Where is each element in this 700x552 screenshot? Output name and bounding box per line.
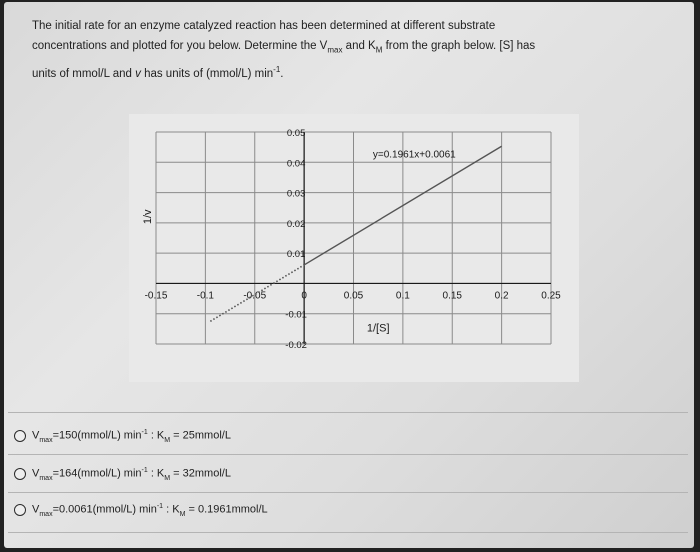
x-tick-label: 0.05 — [343, 290, 364, 302]
answer-option-3[interactable] — [14, 499, 268, 521]
x-tick-label: 0.25 — [541, 290, 561, 302]
answer-option-1[interactable] — [14, 425, 231, 447]
question-sheet — [4, 2, 694, 548]
x-axis-label: 1/[S] — [366, 322, 390, 335]
x-tick-label: -0.1 — [196, 290, 214, 302]
x-tick-label: 0.1 — [395, 290, 410, 302]
y-tick-label: -0.02 — [285, 340, 307, 351]
y-tick-label: 0.02 — [286, 218, 306, 230]
answer-option-label: $V_{max}=164(mmol/L)$ $\min^{-1}$ : $K_M$ = 32mmol/L — [32, 466, 231, 482]
equation-label: y=0.1961x+0.0061 — [372, 149, 456, 161]
x-tick-label: -0.05 — [243, 290, 267, 302]
question-text — [32, 16, 672, 84]
question-line-1: The initial rate for an enzyme catalyzed reaction has been determined at different substrate — [32, 20, 496, 32]
divider — [8, 412, 688, 413]
radio-button[interactable] — [14, 504, 26, 516]
lineweaver-burk-chart — [129, 114, 579, 382]
divider — [8, 454, 688, 455]
y-axis-label: 1/v — [142, 209, 154, 225]
y-tick-label: -0.01 — [285, 309, 307, 321]
x-tick-label: 0 — [301, 290, 307, 302]
divider — [8, 492, 688, 493]
y-tick-label: 0.04 — [286, 158, 306, 170]
x-tick-label: 0.2 — [494, 290, 509, 302]
divider — [8, 532, 688, 533]
y-tick-label: 0.05 — [286, 128, 306, 139]
question-line-3: units of mmol/L and v has units of (mmol/L) $\min^{-1}$. — [32, 65, 284, 81]
y-tick-label: 0.01 — [286, 249, 306, 261]
answer-option-2[interactable] — [14, 463, 231, 485]
radio-button[interactable] — [14, 430, 26, 442]
y-tick-label: 0.03 — [286, 188, 306, 200]
answer-option-label: $V_{max}=0.0061(mmol/L)$ $\min^{-1}$ : $K_M$ = 0.1961mmol/L — [32, 502, 268, 518]
radio-button[interactable] — [14, 468, 26, 480]
question-line-2: concentrations and plotted for you below. Determine the $V_{max}$ and $K_M$ from the graph below. [S] has — [32, 40, 536, 55]
x-tick-label: -0.15 — [144, 290, 168, 302]
chart-canvas — [129, 114, 579, 382]
x-tick-label: 0.15 — [442, 290, 462, 302]
answer-option-label: $V_{max}=150(mmol/L)$ $\min^{-1}$ : $K_M$ = 25mmol/L — [32, 428, 231, 444]
